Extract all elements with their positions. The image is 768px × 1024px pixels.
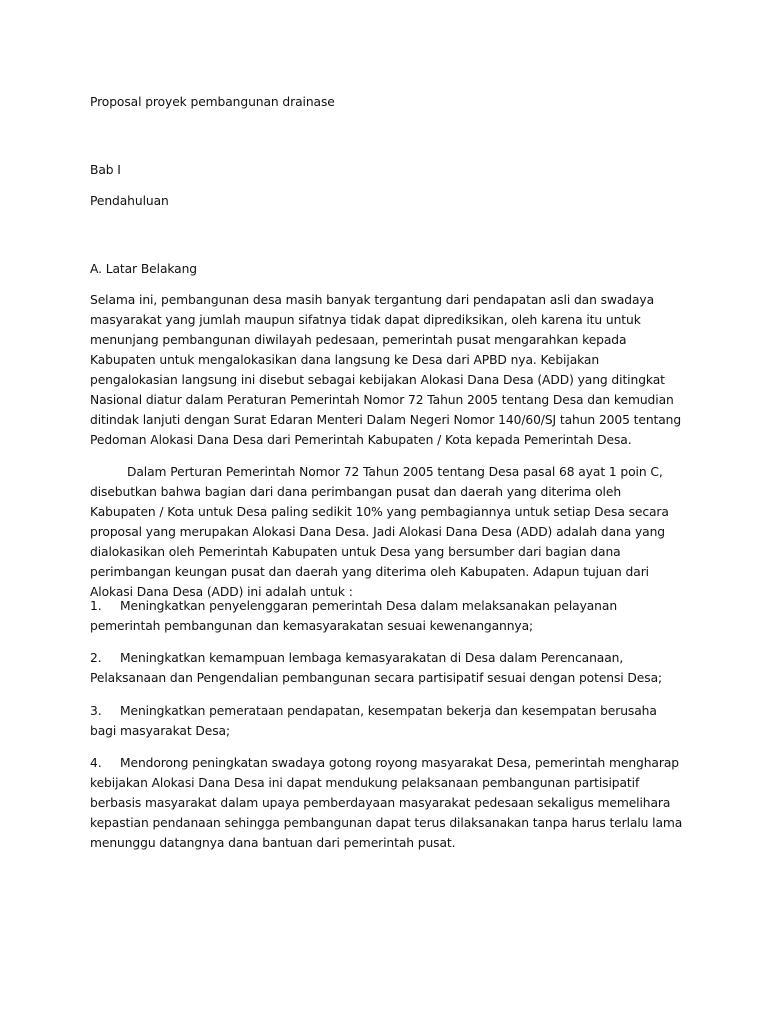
list-item [90, 596, 686, 636]
list-item-text: Meningkatkan pemerataan pendapatan, kesempatan bekerja dan kesempatan berusaha bagi masyarakat Desa; [90, 704, 657, 738]
list-item-number: 4. [90, 756, 102, 770]
list-item-number: 1. [90, 599, 102, 613]
chapter-number: Bab I [90, 163, 121, 177]
section-heading: A. Latar Belakang [90, 262, 198, 276]
list-item-text: Mendorong peningkatan swadaya gotong royong masyarakat Desa, pemerintah mengharap kebijakan Alokasi Dana Desa ini dapat mendukung pelaksanaan pembangunan partisipatif berbasis masyarakat dalam upaya pemberdayaan masyarakat pedesaan sekaligus memelihara kepastian pendanaan sehingga pembangunan dapat terus dilaksanakan tanpa harus terlalu lama menunggu datangnya dana bantuan dari pemerintah pusat. [90, 756, 683, 850]
list-item-text: Meningkatkan penyelenggaran pemerintah Desa dalam melaksanakan pelayanan pemerintah pembangunan dan kemasyarakatan sesuai kewenangannya; [90, 599, 618, 633]
list-item-text: Meningkatkan kemampuan lembaga kemasyarakatan di Desa dalam Perencanaan, Pelaksanaan dan Pengendalian pembangunan secara partisipatif sesuai dengan potensi Desa; [90, 651, 663, 685]
document-title: Proposal proyek pembangunan drainase [90, 95, 335, 109]
list-item [90, 648, 686, 688]
list-item-number: 2. [90, 651, 102, 665]
chapter-title: Pendahuluan [90, 194, 169, 208]
paragraph-2: Dalam Perturan Pemerintah Nomor 72 Tahun 2005 tentang Desa pasal 68 ayat 1 poin C, disebutkan bahwa bagian dari dana perimbangan pusat dan daerah yang diterima oleh Kabupaten / Kota untuk Desa paling sedikit 10% yang pembagiannya untuk setiap Desa secara proposal yang merupakan Alokasi Dana Desa. Jadi Alokasi Dana Desa (ADD) adalah dana yang dialokasikan oleh Pemerintah Kabupaten untuk Desa yang bersumber dari bagian dana perimbangan keungan pusat dan daerah yang diterima oleh Kabupaten. Adapun tujuan dari Alokasi Dana Desa (ADD) ini adalah untuk : [90, 465, 669, 599]
list-item [90, 701, 686, 741]
list-item [90, 753, 686, 853]
list-item-number: 3. [90, 704, 102, 718]
paragraph-1: Selama ini, pembangunan desa masih banyak tergantung dari pendapatan asli dan swadaya masyarakat yang jumlah maupun sifatnya tidak dapat diprediksikan, oleh karena itu untuk menunjang pembangunan diwilayah pedesaan, pemerintah pusat mengarahkan kepada Kabupaten untuk mengalokasikan dana langsung ke Desa dari APBD nya. Kebijakan pengalokasian langsung ini disebut sebagai kebijakan Alokasi Dana Desa (ADD) yang ditingkat Nasional diatur dalam Peraturan Pemerintah Nomor 72 Tahun 2005 tentang Desa dan kemudian ditindak lanjuti dengan Surat Edaran Menteri Dalam Negeri Nomor 140/60/SJ tahun 2005 tentang Pedoman Alokasi Dana Desa dari Pemerintah Kabupaten / Kota kepada Pemerintah Desa. [90, 293, 682, 447]
